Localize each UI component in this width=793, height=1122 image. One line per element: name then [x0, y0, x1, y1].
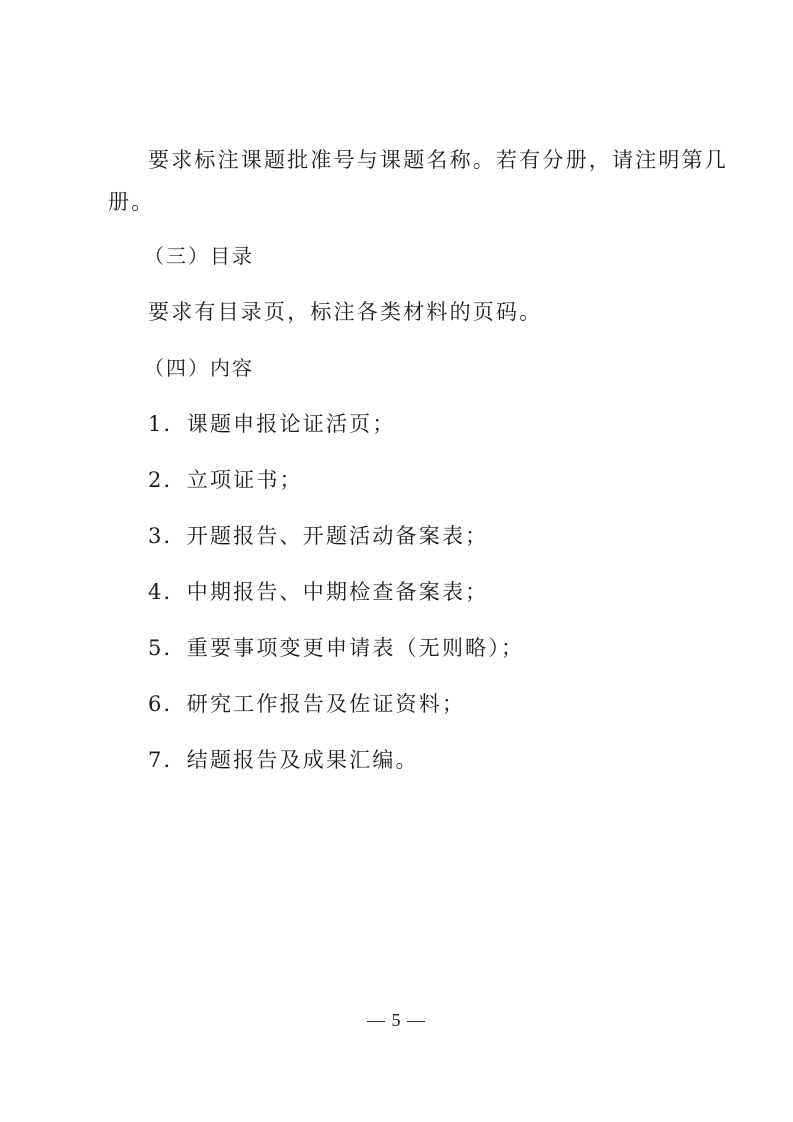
list-item: 5．重要事项变更申请表（无则略）； [148, 636, 525, 660]
list-item: 7．结题报告及成果汇编。 [148, 748, 419, 772]
list-item: 4．中期报告、中期检查备案表； [148, 580, 489, 604]
paragraph-line: 要求标注课题批准号与课题名称。若有分册，请注明第几 [148, 148, 728, 172]
page-number: — 5 — [367, 1010, 426, 1030]
list-item: 6．研究工作报告及佐证资料； [148, 692, 466, 716]
paragraph-line: 册。 [108, 190, 155, 214]
paragraph-line: 要求有目录页，标注各类材料的页码。 [148, 300, 543, 324]
list-item: 2．立项证书； [148, 468, 303, 492]
list-item: 1．课题申报论证活页； [148, 412, 396, 436]
section-heading: （四）内容 [144, 356, 254, 380]
list-item: 3．开题报告、开题活动备案表； [148, 524, 489, 548]
section-heading: （三）目录 [144, 244, 254, 268]
